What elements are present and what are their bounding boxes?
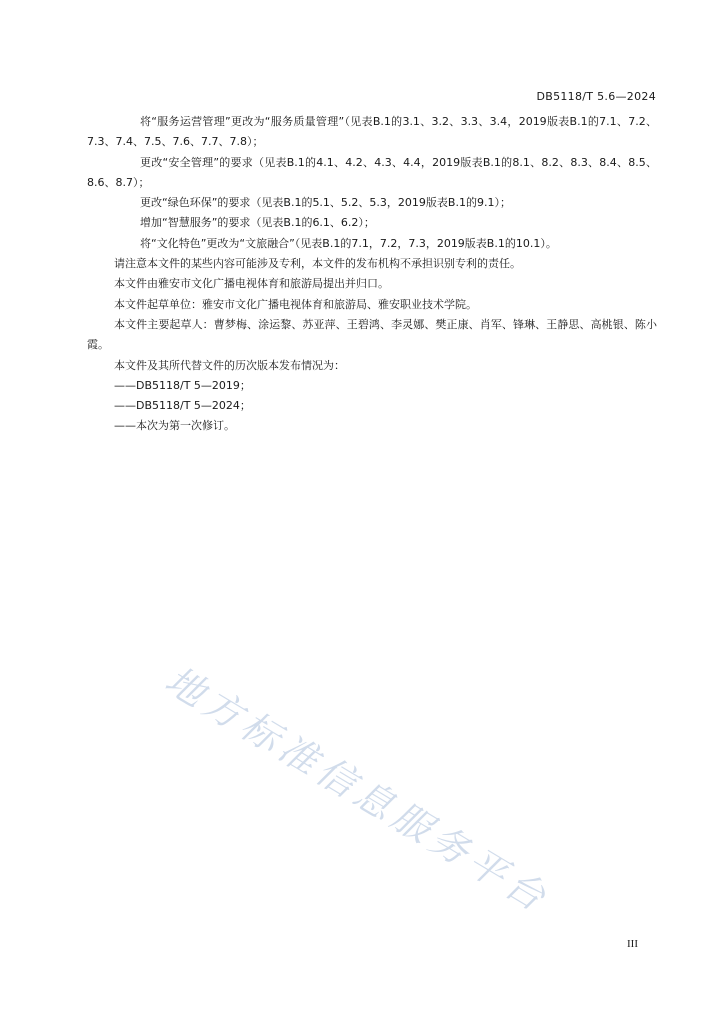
proposer-statement: 本文件由雅安市文化广播电视体育和旅游局提出并归口。	[114, 277, 389, 291]
version-history-item: ——本次为第一次修订。	[114, 419, 235, 433]
version-history-heading: 本文件及其所代替文件的历次版本发布情况为：	[114, 358, 345, 372]
change-item-culture-tourism: 将“文化特色”更改为“文旅融合”（见表B.1的7.1，7.2，7.3，2019版表B.1的10.1）。	[140, 236, 557, 250]
drafters: 本文件主要起草人：曹梦梅、涂运黎、苏亚萍、王碧鸿、李灵娜、樊正康、肖军、锋琳、王静思、高桃银、陈小霞。	[87, 317, 657, 352]
change-item-safety: 更改“安全管理”的要求（见表B.1的4.1、4.2、4.3、4.4，2019版表B.1的8.1、8.2、8.3、8.4、8.5、8.6、8.7）；	[87, 155, 657, 189]
patent-notice: 请注意本文件的某些内容可能涉及专利，本文件的发布机构不承担识别专利的责任。	[114, 257, 521, 271]
watermark: 地方标准信息服务平台	[157, 657, 558, 923]
change-item-green: 更改“绿色环保”的要求（见表B.1的5.1、5.2、5.3，2019版表B.1的9.1）；	[140, 196, 511, 210]
document-code: DB5118/T 5.6—2024	[536, 90, 656, 103]
version-history-item: ——DB5118/T 5—2019；	[114, 378, 251, 392]
change-item-service-quality: 将“服务运营管理”更改为“服务质量管理”（见表B.1的3.1、3.2、3.3、3.4，2019版表B.1的7.1、7.2、7.3、7.4、7.5、7.6、7.7、7.8）；	[87, 115, 657, 149]
page-number: III	[627, 938, 638, 950]
foreword-body	[87, 112, 657, 437]
version-history-item: ——DB5118/T 5—2024；	[114, 399, 251, 413]
change-item-smart-service: 增加“智慧服务”的要求（见表B.1的6.1、6.2）；	[140, 216, 375, 230]
drafting-units: 本文件起草单位：雅安市文化广播电视体育和旅游局、雅安职业技术学院。	[114, 297, 477, 311]
